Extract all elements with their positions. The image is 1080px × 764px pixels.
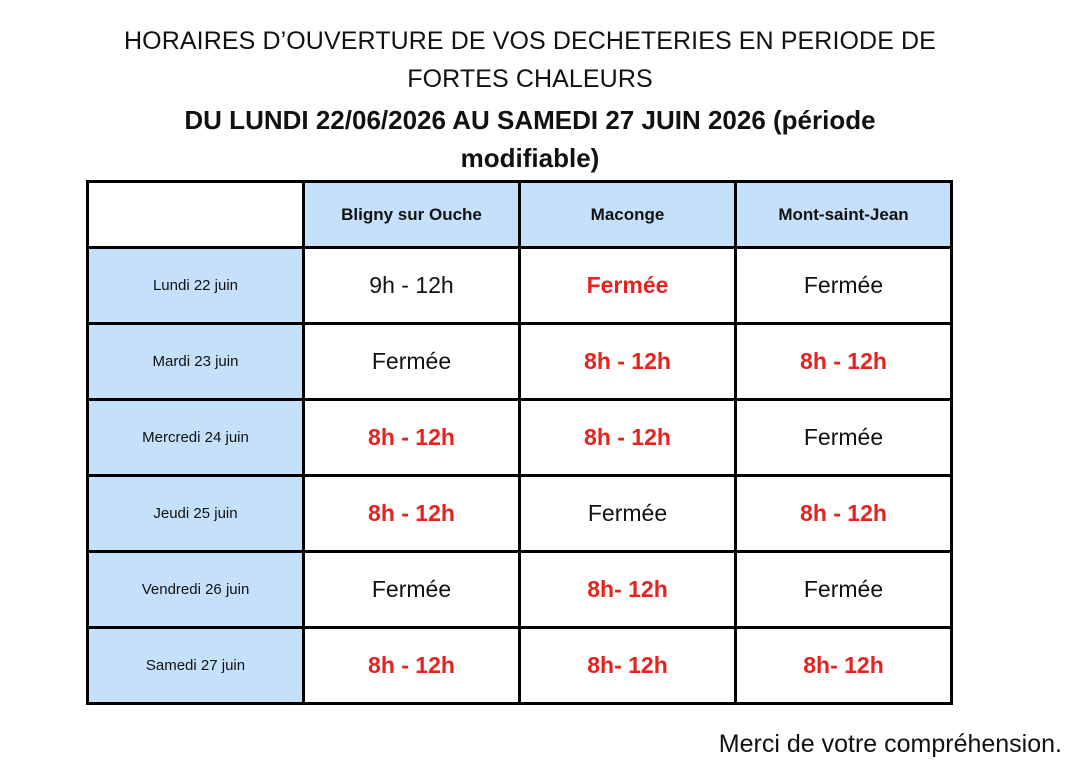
column-header-mont-saint-jean: Mont-saint-Jean	[736, 182, 952, 248]
page-title-line-1: HORAIRES D’OUVERTURE DE VOS DECHETERIES EN PERIODE DE	[124, 27, 936, 55]
hours-cell: Fermée	[520, 248, 736, 324]
hours-cell: 8h - 12h	[736, 476, 952, 552]
hours-cell: 8h - 12h	[736, 324, 952, 400]
hours-cell: Fermée	[304, 324, 520, 400]
hours-cell: 8h - 12h	[520, 400, 736, 476]
table-row	[88, 400, 952, 476]
page-title-line-2: FORTES CHALEURS	[407, 65, 653, 93]
row-day-label: Vendredi 26 juin	[88, 552, 304, 628]
hours-cell: 8h - 12h	[304, 476, 520, 552]
hours-cell: 8h - 12h	[304, 628, 520, 704]
row-day-label: Samedi 27 juin	[88, 628, 304, 704]
table-row	[88, 476, 952, 552]
hours-cell: 8h - 12h	[304, 400, 520, 476]
row-day-label: Mercredi 24 juin	[88, 400, 304, 476]
hours-cell: 8h - 12h	[520, 324, 736, 400]
hours-cell: 8h- 12h	[520, 552, 736, 628]
table-corner-cell	[88, 182, 304, 248]
hours-cell: Fermée	[736, 400, 952, 476]
opening-hours-table	[86, 180, 953, 705]
row-day-label: Jeudi 25 juin	[88, 476, 304, 552]
table-row	[88, 628, 952, 704]
table-header-row	[88, 182, 952, 248]
table-row	[88, 324, 952, 400]
column-header-maconge: Maconge	[520, 182, 736, 248]
hours-cell: 8h- 12h	[736, 628, 952, 704]
hours-cell: Fermée	[520, 476, 736, 552]
table-row	[88, 552, 952, 628]
hours-cell: 9h - 12h	[304, 248, 520, 324]
hours-cell: 8h- 12h	[520, 628, 736, 704]
period-subtitle-line-2: modifiable)	[460, 143, 600, 173]
hours-cell: Fermée	[736, 552, 952, 628]
row-day-label: Mardi 23 juin	[88, 324, 304, 400]
table-row	[88, 248, 952, 324]
period-subtitle-line-1: DU LUNDI 22/06/2026 AU SAMEDI 27 JUIN 2026 (période	[184, 105, 876, 135]
row-day-label: Lundi 22 juin	[88, 248, 304, 324]
column-header-bligny: Bligny sur Ouche	[304, 182, 520, 248]
hours-cell: Fermée	[304, 552, 520, 628]
thank-you-note: Merci de votre compréhension.	[718, 730, 1062, 758]
hours-cell: Fermée	[736, 248, 952, 324]
